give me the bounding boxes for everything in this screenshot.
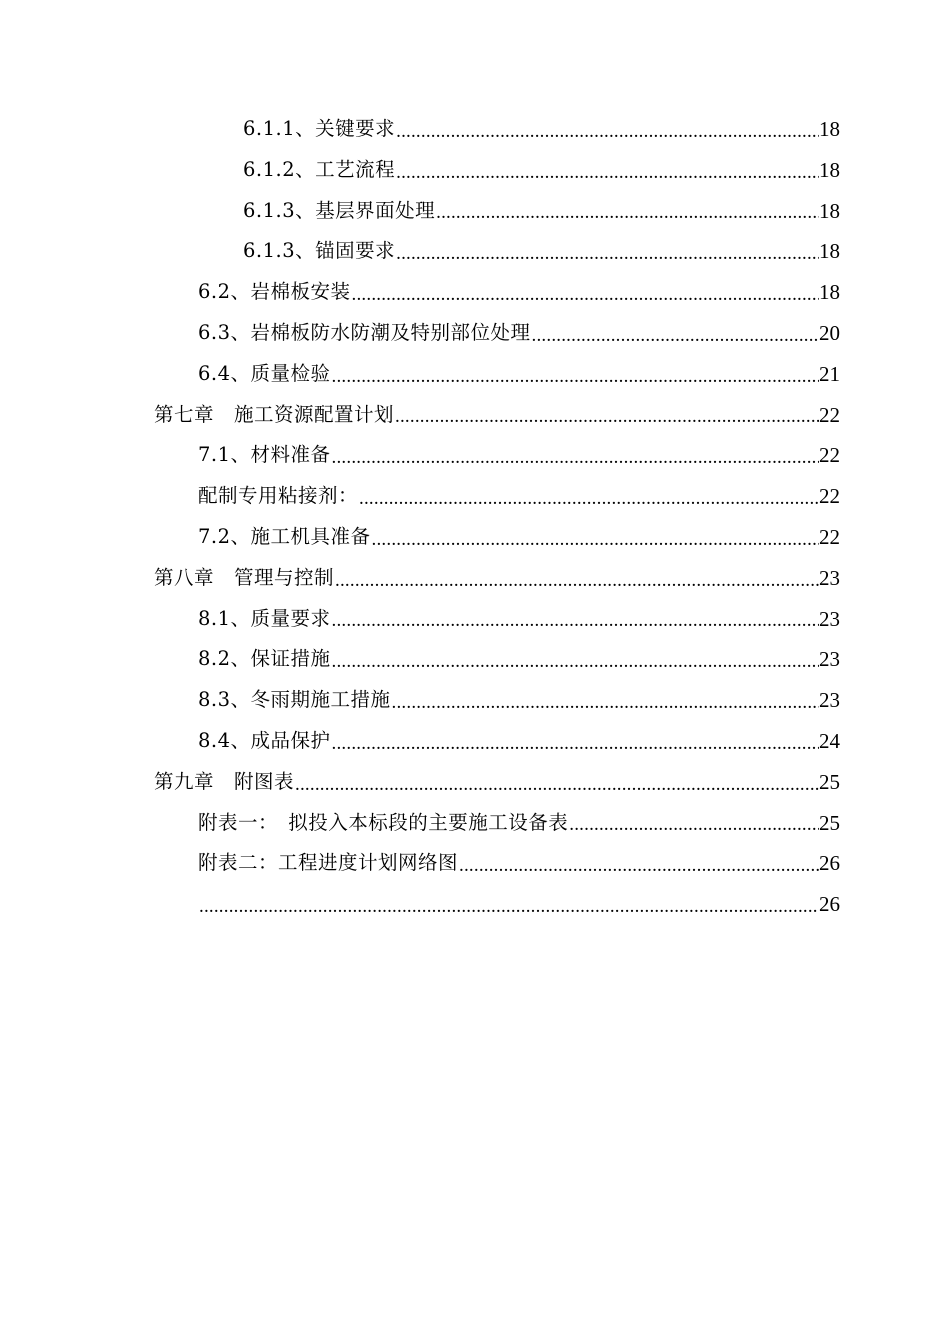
toc-dot-leader: [332, 435, 819, 476]
toc-page-number: 23: [819, 647, 840, 672]
toc-entry-title: 6.2、岩棉板安装: [198, 280, 351, 304]
toc-entry[interactable]: [0, 599, 950, 640]
toc-dot-leader: [352, 272, 819, 313]
toc-entry-title: 附表二：工程进度计划网络图: [198, 851, 459, 875]
toc-page-number: 18: [819, 239, 840, 264]
toc-entry-title: 6.1.2、工艺流程: [243, 157, 396, 181]
toc-entry-title: 8.1、质量要求: [198, 606, 331, 630]
toc-page-number: 18: [819, 198, 840, 223]
toc-page-number: 25: [819, 769, 840, 794]
toc-page-number: 21: [819, 361, 840, 386]
toc-entry[interactable]: [0, 313, 950, 354]
toc-entry-title: 第九章 附图表: [154, 769, 295, 793]
toc-dot-leader: [199, 884, 819, 925]
toc-entry[interactable]: [0, 884, 950, 925]
toc-entry[interactable]: [0, 558, 950, 599]
toc-page-number: 18: [819, 117, 840, 141]
toc-entry[interactable]: [0, 231, 950, 272]
toc-entry[interactable]: [0, 843, 950, 884]
table-of-contents: [0, 109, 950, 925]
toc-dot-leader: [335, 558, 819, 599]
toc-entry-title: 6.1.3、锚固要求: [243, 239, 396, 263]
toc-entry-title: 6.1.3、基层界面处理: [243, 198, 436, 222]
toc-entry[interactable]: [0, 721, 950, 762]
toc-dot-leader: [395, 395, 819, 436]
toc-page-number: 18: [819, 157, 840, 182]
toc-page-number: 23: [819, 606, 840, 631]
toc-entry-title: 7.2、施工机具准备: [198, 524, 371, 548]
toc-dot-leader: [332, 721, 819, 762]
toc-dot-leader: [569, 803, 819, 844]
toc-entry-title: 第七章 施工资源配置计划: [154, 402, 395, 426]
toc-dot-leader: [332, 599, 819, 640]
toc-page-number: 22: [819, 443, 840, 468]
toc-dot-leader: [436, 191, 819, 232]
toc-page-number: 24: [819, 728, 840, 753]
toc-page-number: 18: [819, 280, 840, 305]
toc-entry[interactable]: [0, 435, 950, 476]
toc-dot-leader: [396, 109, 819, 150]
toc-dot-leader: [459, 843, 819, 884]
toc-entry-title: 配制专用粘接剂：: [198, 484, 359, 508]
toc-entry[interactable]: [0, 639, 950, 680]
toc-page-number: 26: [819, 851, 840, 876]
toc-entry[interactable]: [0, 803, 950, 844]
toc-entry[interactable]: [0, 150, 950, 191]
toc-entry[interactable]: [0, 517, 950, 558]
toc-entry[interactable]: [0, 680, 950, 721]
toc-entry[interactable]: [0, 191, 950, 232]
toc-entry-title: 8.4、成品保护: [198, 728, 331, 752]
toc-entry-title: 8.3、冬雨期施工措施: [198, 688, 391, 712]
toc-dot-leader: [295, 762, 819, 803]
toc-page-number: 22: [819, 524, 840, 549]
toc-entry[interactable]: [0, 354, 950, 395]
toc-entry[interactable]: [0, 395, 950, 436]
toc-entry[interactable]: [0, 272, 950, 313]
toc-page-number: 26: [819, 892, 840, 917]
toc-entry-title: 8.2、保证措施: [198, 647, 331, 671]
toc-page-number: 25: [819, 810, 840, 835]
toc-dot-leader: [372, 517, 819, 558]
toc-entry-title: 附表一： 拟投入本标段的主要施工设备表: [198, 810, 569, 834]
toc-page-number: 22: [819, 402, 840, 427]
toc-entry-title: 6.3、岩棉板防水防潮及特别部位处理: [198, 320, 531, 344]
toc-entry-title: 6.4、质量检验: [198, 361, 331, 385]
toc-dot-leader: [532, 313, 819, 354]
toc-dot-leader: [332, 354, 819, 395]
toc-dot-leader: [396, 231, 819, 272]
toc-dot-leader: [359, 476, 819, 517]
toc-dot-leader: [332, 639, 819, 680]
toc-dot-leader: [392, 680, 819, 721]
toc-page-number: 23: [819, 565, 840, 590]
toc-page-number: 23: [819, 688, 840, 713]
toc-entry-title: 6.1.1、关键要求: [243, 117, 396, 140]
toc-entry[interactable]: [0, 476, 950, 517]
toc-page-number: 22: [819, 484, 840, 509]
toc-entry-title: 第八章 管理与控制: [154, 565, 335, 589]
toc-entry[interactable]: [0, 109, 950, 150]
toc-entry[interactable]: [0, 762, 950, 803]
toc-entry-title: 7.1、材料准备: [198, 443, 331, 467]
toc-dot-leader: [396, 150, 819, 191]
toc-page-number: 20: [819, 320, 840, 345]
